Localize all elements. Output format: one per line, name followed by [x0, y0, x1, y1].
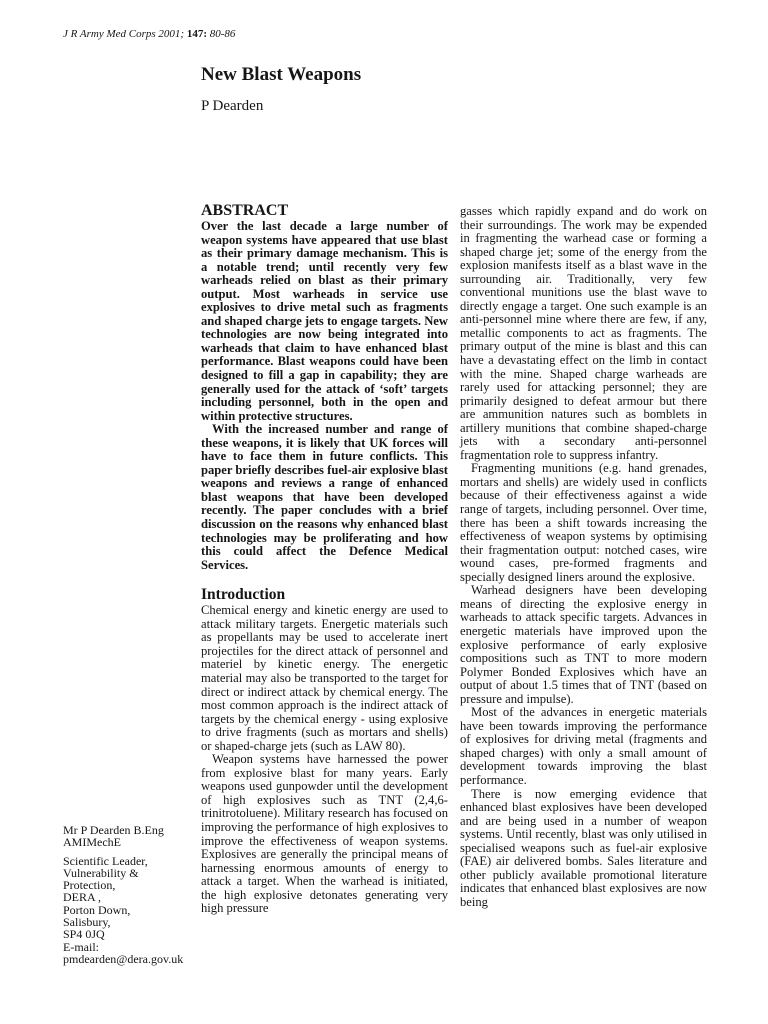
- affiliation-line: Protection,: [63, 878, 116, 893]
- body-paragraph: Fragmenting munitions (e.g. hand grenades, mortars and shells) are widely used in conflicts because of their effectiveness against a wide range of targets, including personnel. Over time, there has been a shift towards increasing the effectiveness of weapon systems by optimising their fragmentation output: notched cases, wire wound cases, pre-formed fragments and specially designed liners around the explosive.: [460, 461, 707, 584]
- middle-column: [201, 201, 448, 916]
- journal-name: J R Army Med Corps 2001;: [63, 28, 185, 40]
- affiliation-line: Porton Down,: [63, 902, 131, 917]
- article-author: P Dearden: [201, 98, 264, 114]
- email-address[interactable]: pmdearden@dera.gov.uk: [63, 951, 184, 966]
- body-paragraph: There is now emerging evidence that enhanced blast explosives have been developed and are being used in a number of weapon systems. Until recently, blast was only utilised in specialised weapons such as fuel-air explosive (FAE) air delivered bombs. Sales literature and other publicly available promotional literature indicates that enhanced blast explosives are now being: [460, 786, 707, 909]
- abstract-paragraph: Over the last decade a large number of weapon systems have appeared that use blast as their primary damage mechanism. This is a notable trend; until recently very few warheads relied on blast as their primary output. Most warheads in service use explosives to drive metal such as fragments and shaped charge jets to engage targets. New technologies are now being integrated into warheads that claim to have enhanced blast performance. Blast weapons could have been designed to fill a gap in capability; they are generally used for the attack of ‘soft’ targets including personnel, both in the open and within protective structures.: [201, 219, 448, 423]
- body-paragraph: Weapon systems have harnessed the power from explosive blast for many years. Early weapons used gunpowder until the development of high explosives such as TNT (2,4,6-trinitrotoluene). Military research has focused on improving the performance of high explosives to improve the effectiveness of weapon systems. Explosives are generally the principal means of harnessing enormous amounts of energy to attack a target. When the warhead is initiated, the high explosive detonates generating very high pressure: [201, 752, 448, 916]
- body-paragraph: Chemical energy and kinetic energy are used to attack military targets. Energetic materials such as propellants may be used to accelerate inert projectiles for the direct attack of personnel and materiel by kinetic energy. The energetic material may also be transported to the target for direct or indirect attack by chemical energy. The most common approach is the indirect attack of targets by the chemical energy - using explosive to drive fragments (such as mortars and shells) or shaped-charge jets (such as LAW 80).: [201, 603, 448, 753]
- abstract-heading: ABSTRACT: [201, 202, 289, 219]
- body-paragraph: gasses which rapidly expand and do work on their surroundings. The work may be expended in fragmenting the warhead case or forming a shaped charge jet; some of the energy from the explosion manifests itself as a blast wave in the surrounding air. Traditionally, very few conventional munitions use the blast wave to directly engage a target. One such example is an anti-personnel mine where there are few, if any, metallic components to act as fragments. The primary output of the mine is blast and this can have a devastating effect on the limb in contact with the mine. Shaped charge warheads are rarely used for attacking personnel; they are primarily designed to defeat armour but there are ammunition natures such as bomblets in artillery munitions that combine shaped-charge jets with a secondary anti-personnel fragmentation role to suppress infantry.: [460, 204, 707, 462]
- article-title: New Blast Weapons: [201, 64, 362, 85]
- journal-pages: 80-86: [207, 28, 236, 40]
- affiliation-line: SP4 0JQ: [63, 927, 105, 942]
- introduction-heading: Introduction: [201, 586, 286, 604]
- affiliation-line: Salisbury,: [63, 915, 111, 930]
- abstract-paragraph: With the increased number and range of these weapons, it is likely that UK forces will have to face them in future conflicts. This paper briefly describes fuel-air explosive blast weapons and reviews a range of enhanced blast weapons that have been developed recently. The paper concludes with a brief discussion on the reasons why enhanced blast technologies may be proliferating and how this could affect the Defence Medical Services.: [201, 422, 448, 572]
- email-label: E-mail:: [63, 939, 99, 954]
- body-paragraph: Most of the advances in energetic materials have been towards improving the performance of explosives for driving metal (fragments and shaped charges) with only a small amount of development towards improving the blast performance.: [460, 705, 707, 787]
- affiliation-line: Scientific Leader,: [63, 853, 148, 868]
- affiliation-line: Vulnerability &: [63, 865, 139, 880]
- abstract-section: [201, 201, 448, 572]
- body-paragraph: Warhead designers have been developing means of directing the explosive energy in warheads to attack specific targets. Advances in energetic materials have improved upon the explosive performance of early explosive compositions such as TNT to more modern Polymer Bonded Explosives which have an output of about 1.5 times that of TNT (based on pressure and impulse).: [460, 583, 707, 706]
- affiliation-name: Mr P Dearden B.Eng AMIMechE: [63, 823, 164, 850]
- author-affiliation: [63, 824, 195, 965]
- journal-citation: [63, 28, 235, 40]
- right-column: [460, 205, 707, 909]
- journal-volume: 147:: [186, 28, 208, 40]
- affiliation-line: DERA ,: [63, 890, 102, 905]
